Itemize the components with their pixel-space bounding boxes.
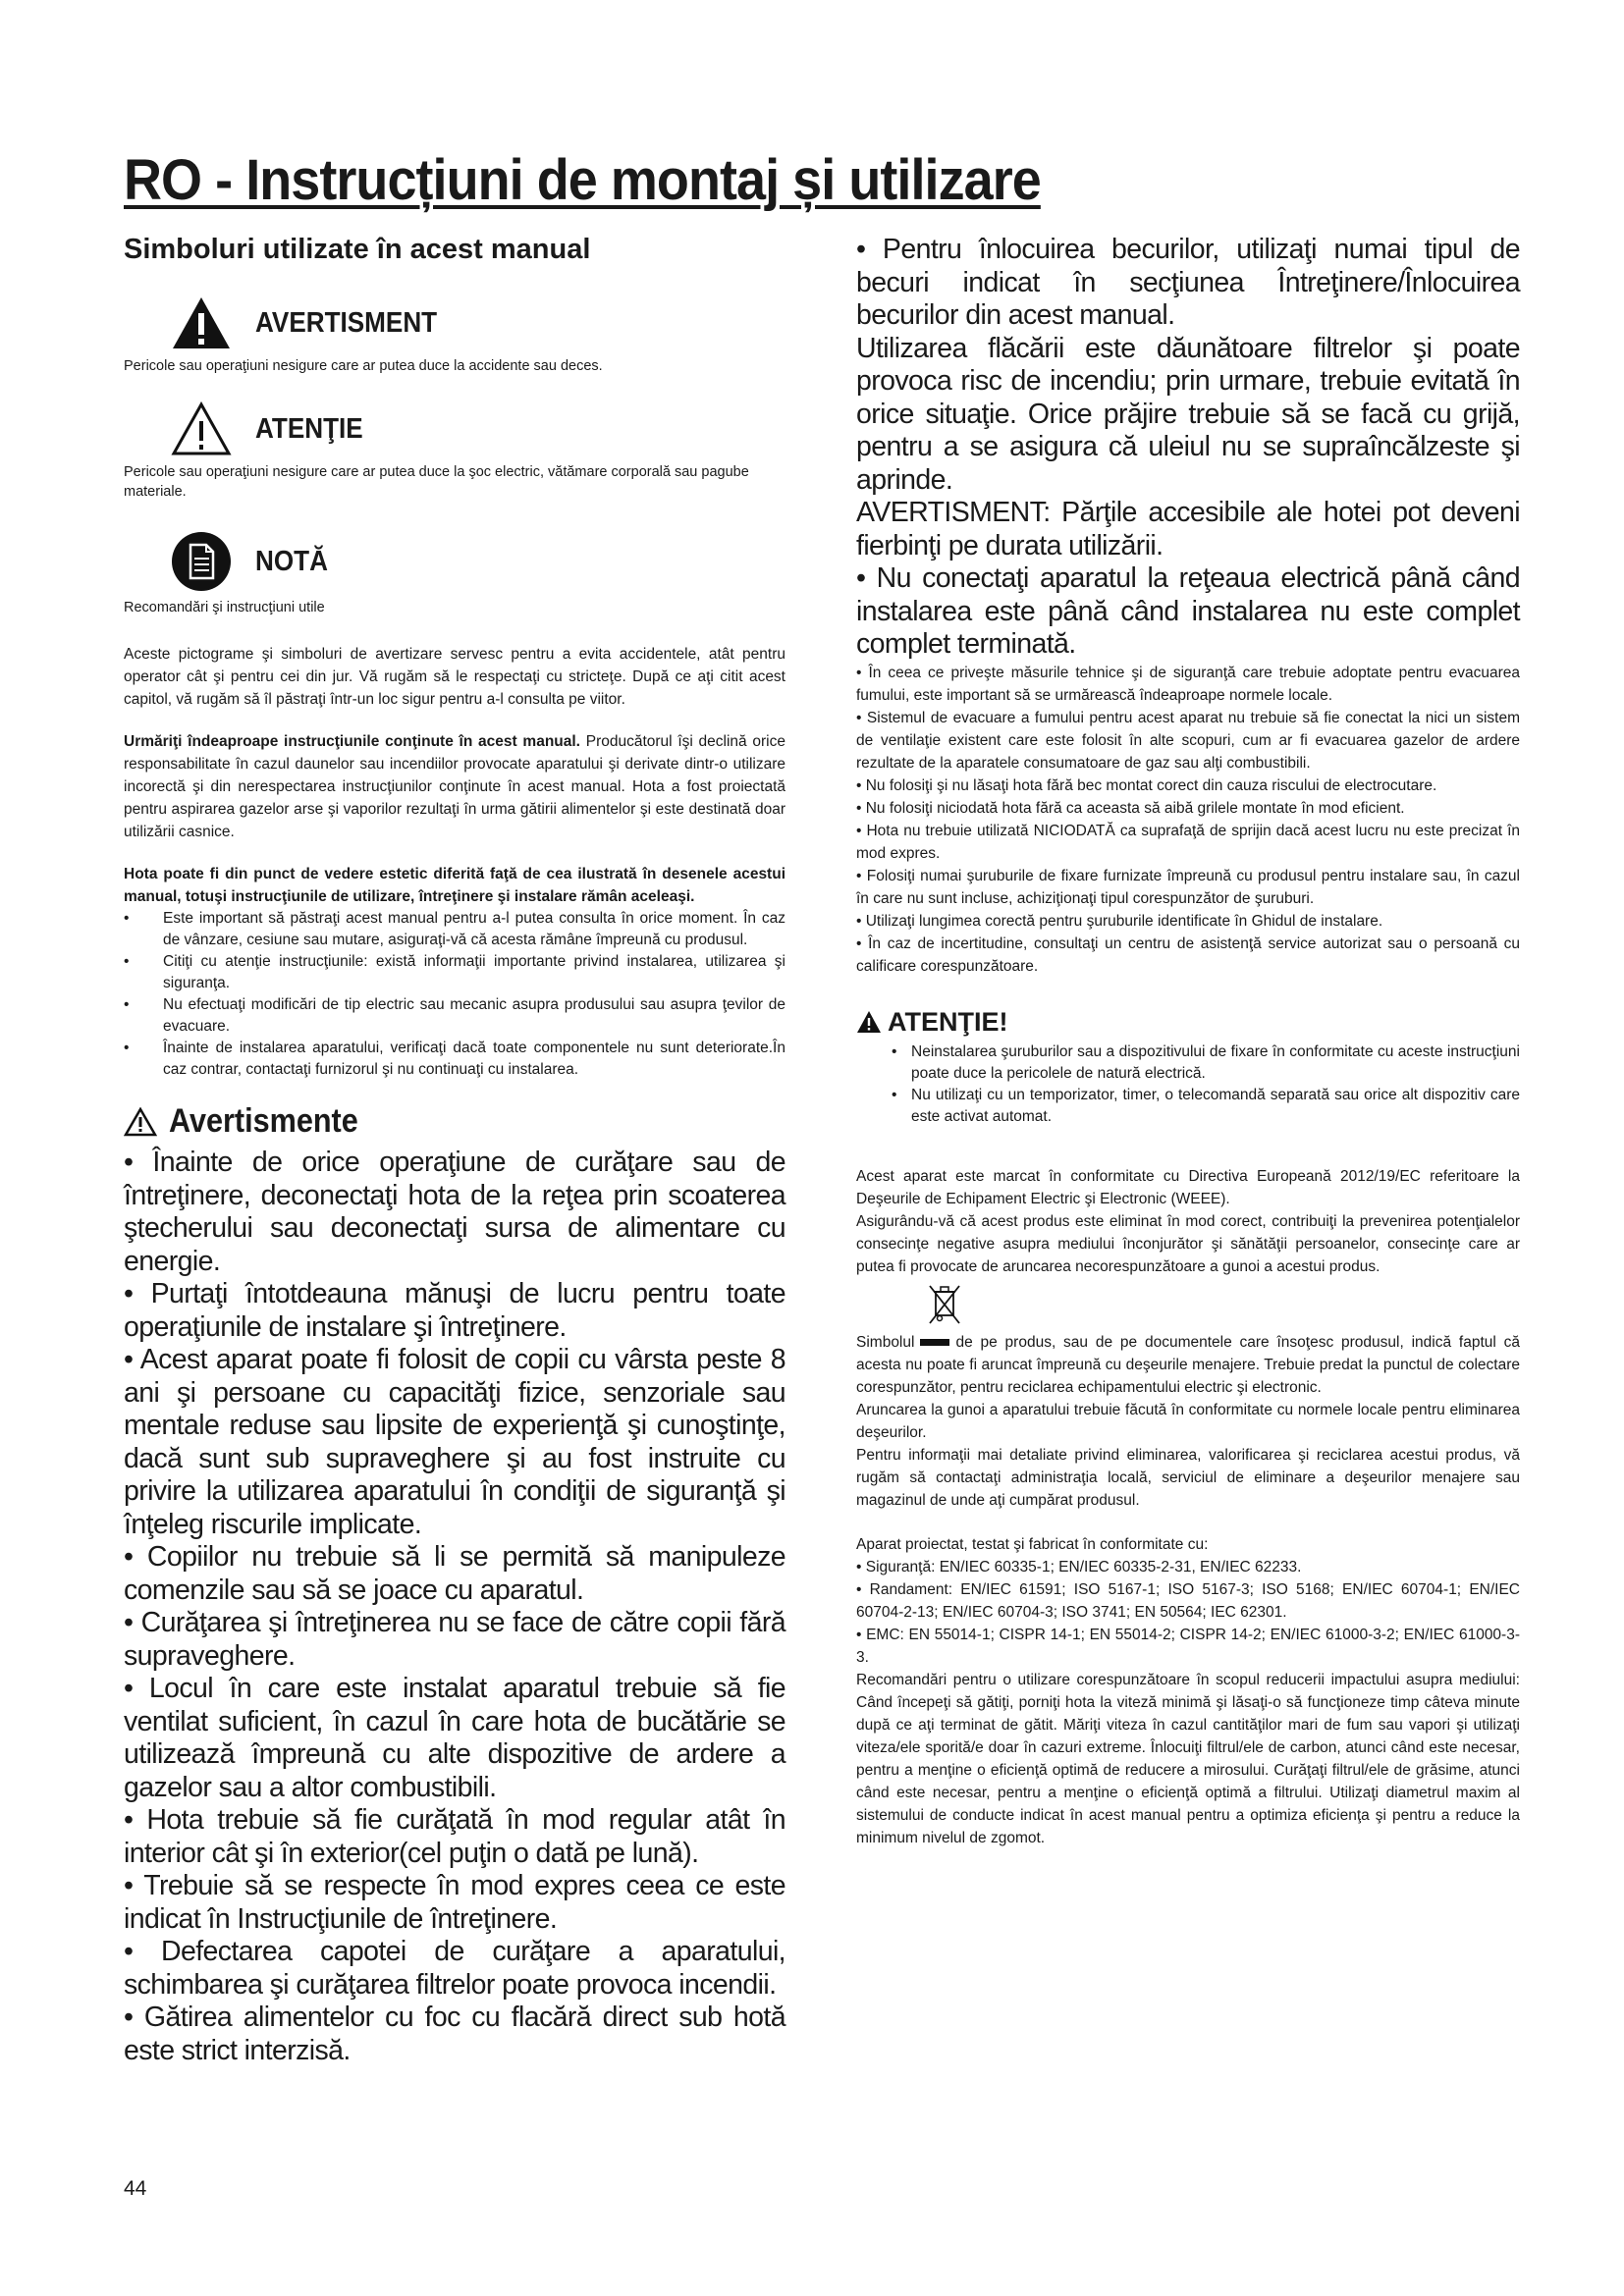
weee-paragraph: Asigurându-vă că acest produs este eliminat în mod corect, contribuiţi la prevenirea potenţialelor consecinţe negative asupra mediului înconjurător şi sănătăţii persoanelor, consecinţe care ar putea fi provocate de aruncarea necorespunzătoare a gunoi a acestui produs. [856, 1212, 1520, 1275]
caution2-list [892, 1041, 1520, 1128]
note-description: Recomandări şi instrucţiuni utile [124, 600, 325, 615]
weee-symbol-paragraph [856, 1331, 1520, 1399]
caution-symbol-row [171, 401, 785, 456]
follow-instructions-rest: Producătorul îşi declină orice responsabilitate în cazul daunelor sau incendiilor provocate aparatului şi derivate dintr-o utilizare incorectă şi din nerespectarea instrucţiunilor conţinute în acest manual. Hota a fost proiectată pentru aspirarea gazelor arse şi vaporilor rezultaţi în urma gătirii alimentelor şi este destinată doar utilizării casnice. [124, 733, 785, 840]
weee-paragraph: Pentru informaţii mai detaliate privind eliminarea, valorificarea şi reciclarea acestui produs, vă rugăm să contactaţi administraţia locală, serviciul de eliminare a deşeurilor menajere sau magazinul de unde aţi cumpărat produsul. [856, 1446, 1520, 1509]
weee-paragraph: Aruncarea la gunoi a aparatului trebuie făcută în conformitate cu normele locale pentru eliminarea deşeurilor. [856, 1401, 1520, 1441]
list-item: • Neinstalarea şuruburilor sau a dispozitivului de fixare în conformitate cu aceste instrucţiuni poate duce la pericolele de natură electrică. [892, 1041, 1520, 1085]
safety-line: • Folosiţi numai şuruburile de fixare furnizate împreună cu produsul pentru instalare sau, în cazul în care nu sunt incluse, achiziţionaţi tipul corespunzător de şuruburi. [856, 867, 1520, 907]
symbols-section-title: Simboluri utilizate în acest manual [124, 234, 591, 265]
design-note-bold: Hota poate fi din punct de vedere estetic diferită faţă de cea ilustrată în desenele acestui manual, totuşi instrucţiunile de utilizare, întreţinere şi instalare rămân aceleaşi. [124, 866, 785, 905]
safety-line: • În caz de incertitudine, consultaţi un centru de asistenţă service autorizat sau o persoană cu calificare corespunzătoare. [856, 934, 1520, 975]
warning-triangle-outline-icon [124, 1107, 157, 1137]
warning-paragraph: • Copiilor nu trebuie să li se permită să manipuleze comenzile sau să se joace cu aparatul. [124, 1541, 785, 1606]
list-item: • Citiţi cu atenţie instrucţiunile: există informaţii importante privind instalarea, utilizarea şi siguranţa. [124, 951, 785, 994]
weee-symbol-start: Simbolul [856, 1333, 915, 1351]
safety-line: • În ceea ce priveşte măsurile tehnice şi de siguranţă care trebuie adoptate pentru evacuarea fumului, este important să se urmărească îndeaproape normele locale. [856, 664, 1520, 704]
conformity-line: • Randament: EN/IEC 61591; ISO 5167-1; ISO 5167-3; ISO 5168; EN/IEC 60704-1; EN/IEC 60704-2-13; EN/IEC 60704-3; ISO 3741; EN 50564; IEC 62301. [856, 1580, 1520, 1621]
list-item: • Înainte de instalarea aparatului, verificaţi dacă toate componentele nu sunt deteriorate.În caz contrar, contactaţi furnizorul şi nu continuaţi cu instalarea. [124, 1038, 785, 1081]
warning-paragraph: • Înainte de orice operaţiune de curăţare sau de întreţinere, deconectaţi hota de la reţea prin scoaterea ştecherului sau deconectaţi sursa de alimentare cu energie. [124, 1147, 785, 1277]
caution2-heading [856, 1007, 1520, 1038]
connection-paragraph: • Nu conectaţi aparatul la reţeaua electrică până când instalarea este până când instalarea nu este complet complet terminată. [856, 562, 1520, 660]
right-column [856, 234, 1520, 1849]
list-item: • Este important să păstraţi acest manual pentru a-l putea consulta în orice moment. În caz de vânzare, cesiune sau mutare, asiguraţi-vă că acesta rămâne împreună cu produsul. [124, 908, 785, 951]
warning-paragraph: • Curăţarea şi întreţinerea nu se face de către copii fără supraveghere. [124, 1607, 785, 1672]
note-document-icon [171, 531, 232, 592]
caution2-title: ATENŢIE! [888, 1006, 1008, 1037]
hot-parts-paragraph: AVERTISMENT: Părţile accesibile ale hotei pot deveni fierbinţi pe durata utilizării. [856, 497, 1520, 561]
warning-description: Pericole sau operaţiuni nesigure care ar putea duce la accidente sau deces. [124, 358, 603, 374]
weee-paragraph: Acest aparat este marcat în conformitate cu Directiva Europeană 2012/19/EC referitoare la Deşeurile de Echipament Electric şi Electronic (WEEE). [856, 1167, 1520, 1207]
bulb-replacement-paragraph: • Pentru înlocuirea becurilor, utilizaţi numai tipul de becuri indicat în secţiunea Întreţinere/Înlocuirea becurilor din acest manual. [856, 234, 1520, 331]
list-item: • Nu efectuaţi modificări de tip electric sau mecanic asupra produsului sau asupra ţevilor de evacuare. [124, 994, 785, 1038]
conformity-intro: Aparat proiectat, testat şi fabricat în conformitate cu: [856, 1535, 1209, 1553]
warning-title: AVERTISMENT [255, 306, 438, 339]
safety-line: • Utilizaţi lungimea corectă pentru şuruburile identificate în Ghidul de instalare. [856, 912, 1383, 930]
page-number: 44 [124, 2177, 147, 2200]
warnings-title: Avertismente [169, 1102, 358, 1140]
warning-paragraph: • Acest aparat poate fi folosit de copii cu vârsta peste 8 ani şi persoane cu capacităţi fizice, senzoriale sau mentale reduse sau lipsite de experienţă şi cunoştinţe, dacă sunt sub supraveghere şi au fost instruite cu privire la utilizarea aparatului în condiţii de siguranţă şi înţeleg riscurile implicate. [124, 1344, 785, 1540]
left-column [124, 234, 785, 2067]
follow-instructions-paragraph [124, 730, 785, 843]
follow-instructions-bold: Urmăriţi îndeaproape instrucţiunile conţinute în acest manual. [124, 733, 580, 750]
pictograms-paragraph: Aceste pictograme şi simboluri de avertizare servesc pentru a evita accidentele, atât pentru operator cât şi pentru cei din jur. Vă rugăm să le respectaţi cu stricteţe. După ce aţi citit acest capitol, vă rugăm să îl păstraţi într-un loc sigur pentru a-l consulta pe viitor. [124, 646, 785, 708]
caution-description: Pericole sau operaţiuni nesigure care ar putea duce la şoc electric, vătămare corporală sau pagube materiale. [124, 464, 749, 500]
general-bullet-list [124, 908, 785, 1081]
safety-line: • Sistemul de evacuare a fumului pentru acest aparat nu trebuie să fie conectat la nici un sistem de ventilaţie existent care este folosit în alte scopuri, cum ar fi evacuarea gazelor de ardere rezultate de la aparatele consumatoare de gaz sau alţi combustibili. [856, 709, 1520, 772]
weee-symbol-rest: de pe produs, sau de pe documentele care însoţesc produsul, indică faptul că acesta nu poate fi aruncat împreună cu deşeurile menajere. Trebuie predat la punctul de colectare corespunzător, pentru reciclarea echipamentului electric şi electronic. [856, 1333, 1520, 1396]
warning-triangle-filled-icon [856, 1010, 882, 1034]
safety-line: • Nu folosiţi niciodată hota fără ca aceasta să aibă grilele montate în mod eficient. [856, 799, 1405, 817]
recommendations-paragraph: Recomandări pentru o utilizare corespunzătoare în scopul reducerii impactului asupra mediului: Când începeţi să gătiţi, porniţi hota la viteză minimă şi lăsaţi-o să funcţioneze timp câteva minute după ce aţi terminat de gătit. Măriţi viteza în cazul cantităţilor mari de fum sau vapori şi utilizaţi viteza/ele sporită/e doar în cazuri extreme. Înlocuiţi filtrul/ele de carbon, atunci când este necesar, pentru a menţine o eficienţă optimă de reducere a mirosului. Curăţaţi filtrul/ele de grăsime, atunci când este necesar, pentru a menţine o eficienţă optimă a filtrului. Utilizaţi diametrul maxim al sistemului de conducte indicat în acest manual pentru a optimiza eficienţa şi pentru a reduce la minimum nivelul de zgomot. [856, 1671, 1520, 1846]
warning-paragraph: • Defectarea capotei de curăţare a aparatului, schimbarea şi curăţarea filtrelor poate provoca incendii. [124, 1936, 785, 2001]
page-title: RO - Instrucțiuni de montaj și utilizare [124, 148, 1041, 212]
flame-paragraph: Utilizarea flăcării este dăunătoare filtrelor şi poate provoca risc de incendiu; prin urmare, trebuie evitată în orice situaţie. Orice prăjire trebuie să se facă cu grijă, pentru a se asigura că uleiul nu se supraîncălzeste şi aprinde. [856, 332, 1520, 496]
warning-paragraph: • Trebuie să se respecte în mod expres ceea ce este indicat în Instrucţiunile de întreţinere. [124, 1870, 785, 1935]
warning-paragraph: • Purtaţi întotdeauna mănuşi de lucru pentru toate operaţiunile de instalare şi întreţinere. [124, 1278, 785, 1343]
warning-paragraph: • Gătirea alimentelor cu foc cu flacără direct sub hotă este strict interzisă. [124, 2002, 785, 2066]
weee-bar-icon [920, 1339, 949, 1346]
note-title: NOTĂ [255, 545, 328, 577]
warning-paragraph: • Hota trebuie să fie curăţată în mod regular atât în interior cât şi în exterior(cel puţin o dată pe lună). [124, 1804, 785, 1869]
warning-triangle-filled-icon [171, 295, 232, 350]
safety-line: • Hota nu trebuie utilizată NICIODATĂ ca suprafaţă de sprijin dacă acest lucru nu este precizat în mod expres. [856, 822, 1520, 862]
warning-triangle-outline-icon [171, 401, 232, 456]
warning-paragraph: • Locul în care este instalat aparatul trebuie să fie ventilat suficient, în cazul în care hota de bucătărie se utilizează împreună cu alte dispozitive de ardere a gazelor sau a altor combustibili. [124, 1673, 785, 1803]
caution-title: ATENŢIE [255, 412, 363, 445]
warning-symbol-row [171, 295, 785, 350]
conformity-line: • EMC: EN 55014-1; CISPR 14-1; EN 55014-2; CISPR 14-2; EN/IEC 61000-3-2; EN/IEC 61000-3-3. [856, 1626, 1520, 1666]
conformity-line: • Siguranţă: EN/IEC 60335-1; EN/IEC 60335-2-31, EN/IEC 62233. [856, 1558, 1302, 1575]
design-note-paragraph [124, 863, 785, 908]
note-symbol-row [171, 531, 785, 592]
warnings-heading [124, 1102, 785, 1141]
safety-line: • Nu folosiţi şi nu lăsaţi hota fără bec montat corect din cauza riscului de electrocutare. [856, 776, 1437, 794]
crossed-bin-icon [927, 1282, 962, 1327]
list-item: • Nu utilizaţi cu un temporizator, timer, o telecomandă separată sau orice alt dispozitiv care este activat automat. [892, 1085, 1520, 1128]
